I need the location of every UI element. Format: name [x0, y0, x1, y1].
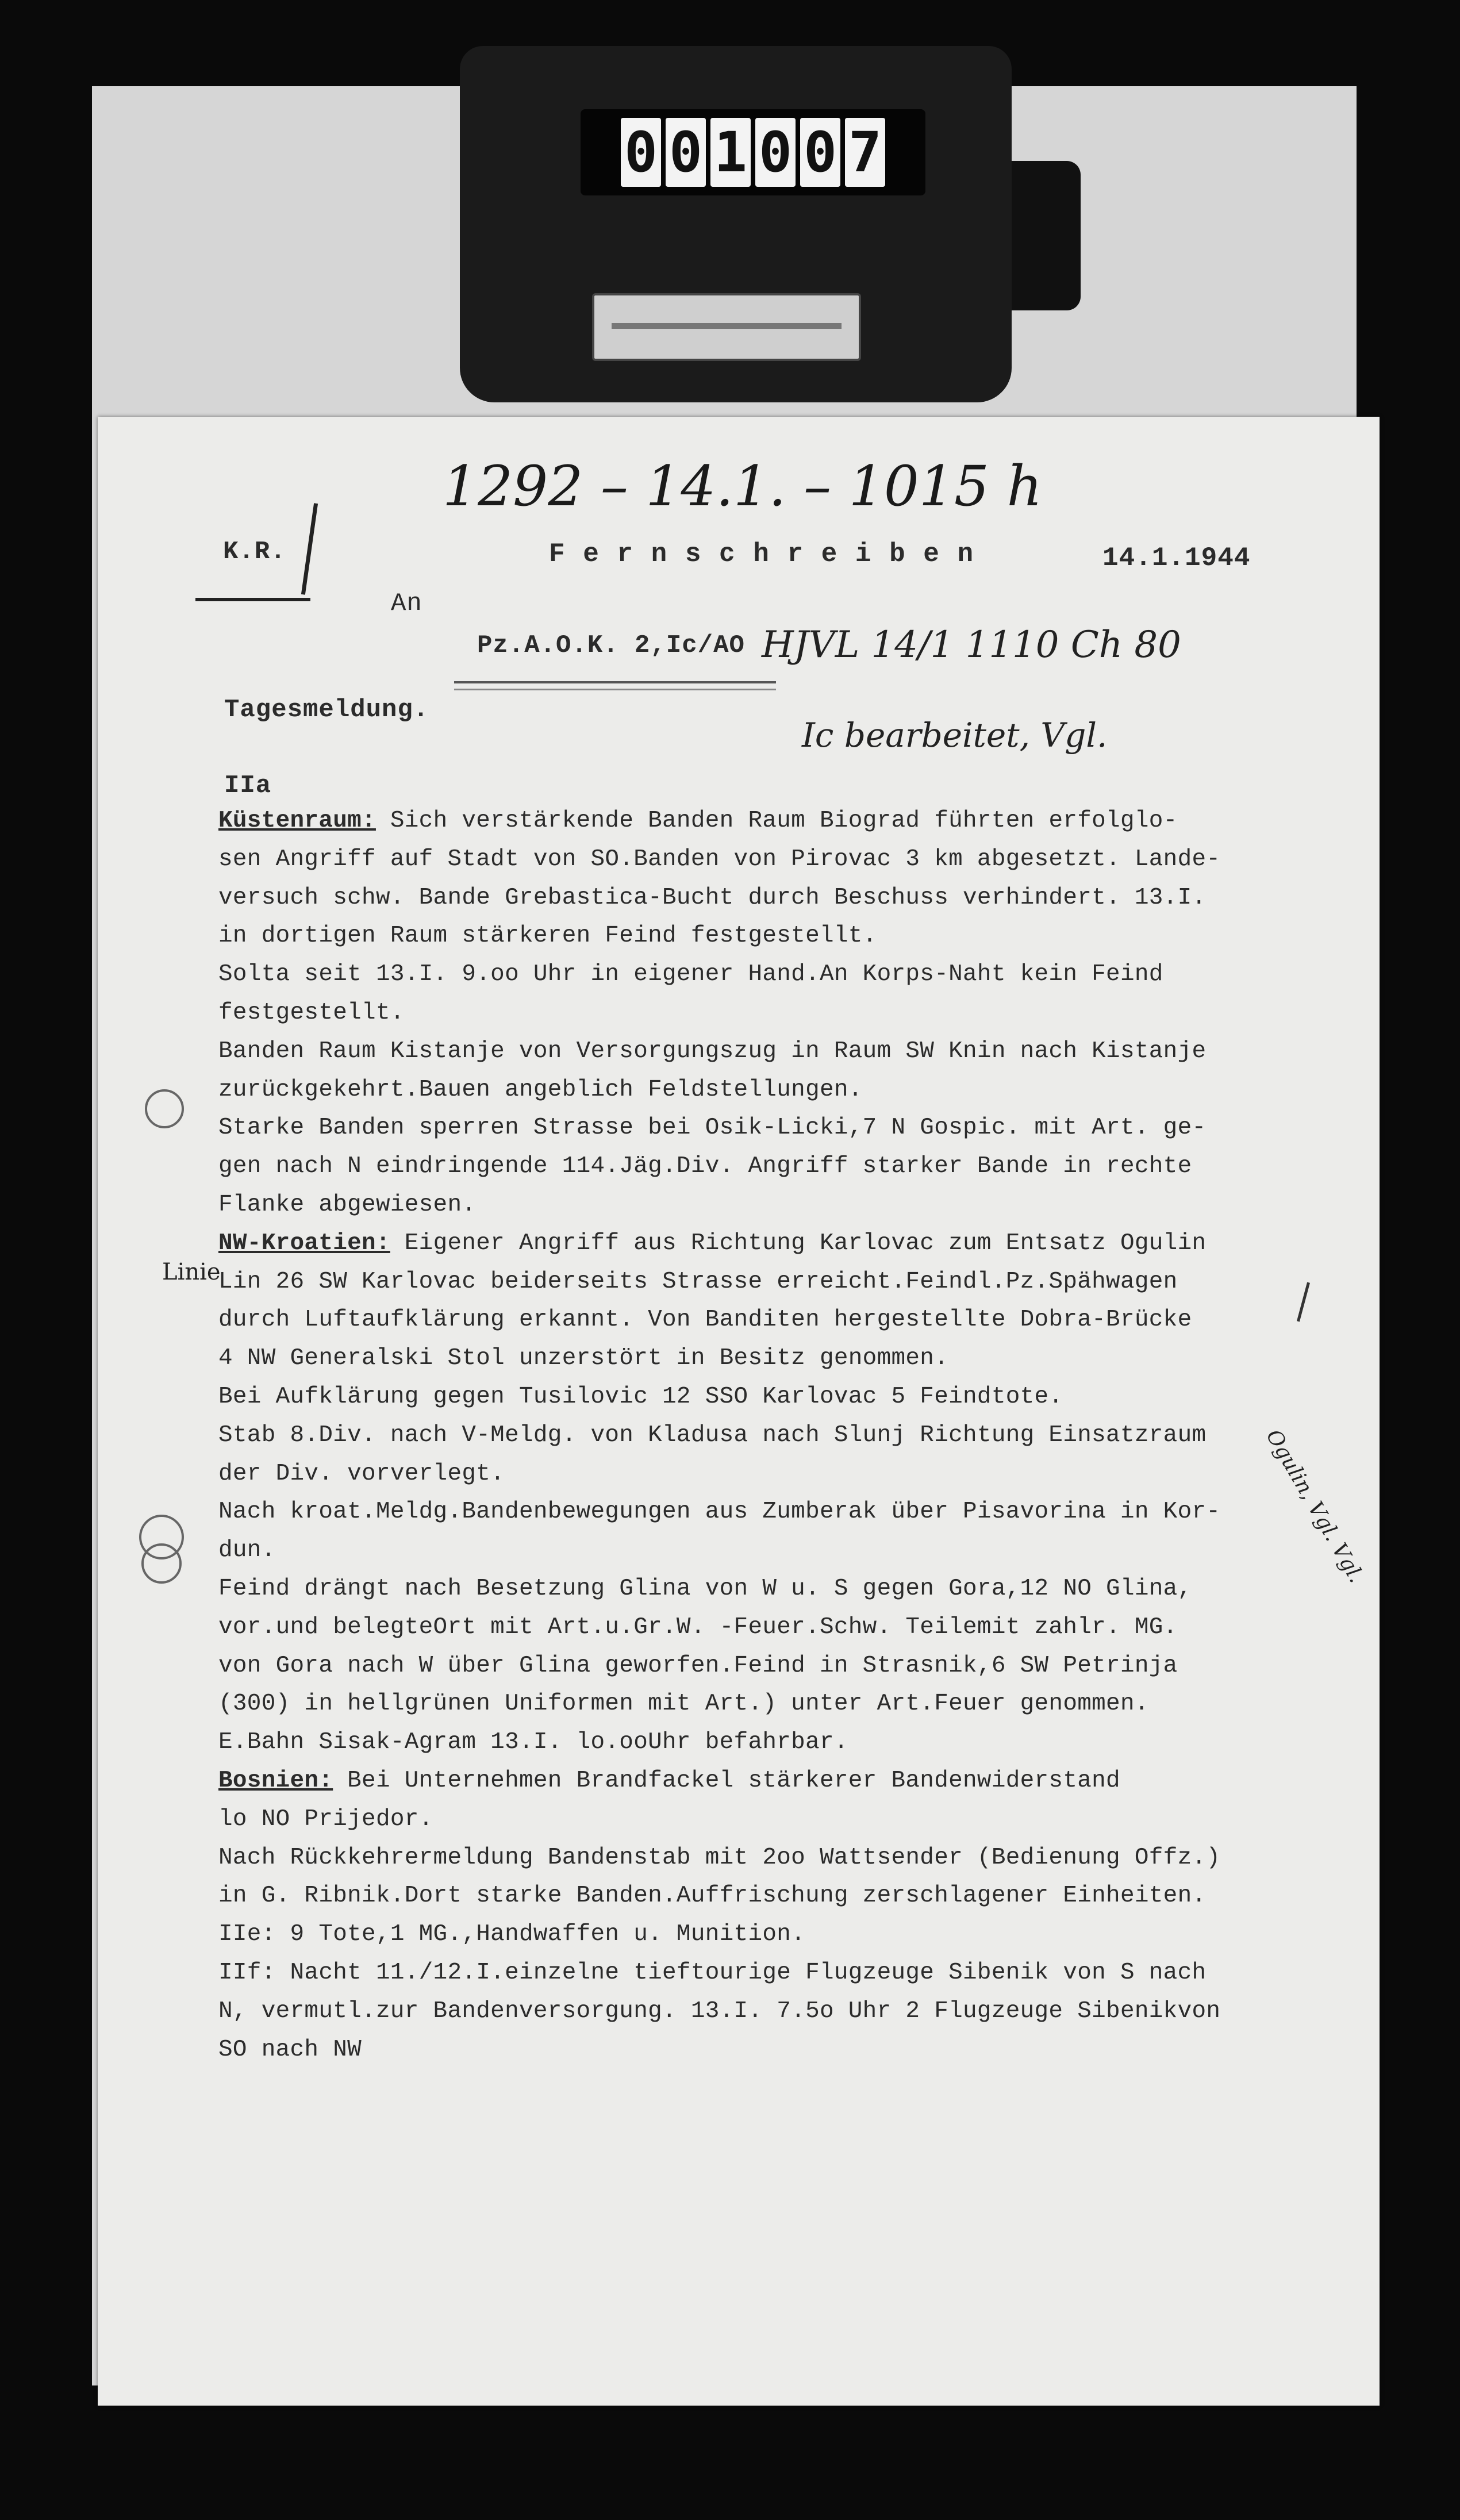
line-text: Nach kroat.Meldg.Bandenbewegungen aus Zumberak über Pisavorina in Kor- — [218, 1499, 1221, 1526]
line-text: Sich verstärkende Banden Raum Biograd führten erfolglo- — [375, 808, 1178, 834]
section-heading: Küstenraum: — [218, 808, 376, 834]
an-label: An — [391, 589, 422, 618]
line-text: zurückgekehrt.Bauen angeblich Feldstellungen. — [218, 1076, 863, 1103]
line-text: durch Luftaufklärung erkannt. Von Banditen hergestellte Dobra-Brücke — [218, 1307, 1192, 1334]
counter-digit: 0 — [621, 118, 661, 187]
report-line — [218, 1954, 1345, 1992]
report-line — [218, 1186, 1345, 1224]
report-line — [218, 1301, 1345, 1339]
report-line — [218, 1455, 1345, 1493]
margin-linie: Linie — [162, 1259, 221, 1285]
handwritten-routing: HJVL 14/1 1110 Ch 80 — [762, 624, 1181, 666]
report-line — [218, 917, 1345, 955]
line-text: in G. Ribnik.Dort starke Banden.Auffrischung zerschlagener Einheiten. — [218, 1883, 1207, 1910]
section-heading: Bosnien: — [218, 1767, 333, 1794]
line-text: sen Angriff auf Stadt von SO.Banden von Pirovac 3 km abgesetzt. Lande- — [218, 846, 1221, 873]
line-text: (300) in hellgrünen Uniformen mit Art.) unter Art.Feuer genommen. — [218, 1691, 1149, 1718]
report-line — [218, 1723, 1345, 1762]
margin-note-right: Ogulin, Vgl. Vgl. — [1261, 1426, 1369, 1587]
counter-digit: 0 — [755, 118, 796, 187]
tagesmeldung-label: Tagesmeldung. — [224, 696, 429, 724]
report-line — [218, 1877, 1345, 1915]
line-text: Banden Raum Kistanje von Versorgungszug in Raum SW Knin nach Kistanje — [218, 1038, 1207, 1065]
report-line — [218, 1109, 1345, 1147]
report-line — [218, 2031, 1345, 2069]
document-title: F e r n s c h r e i b e n — [549, 539, 975, 569]
line-text: IIf: Nacht 11./12.I.einzelne tieftourige Flugzeuge Sibenik von S nach — [218, 1959, 1207, 1986]
line-text: Nach Rückkehrermeldung Bandenstab mit 2oo Wattsender (Bedienung Offz.) — [218, 1844, 1221, 1871]
report-line — [218, 1570, 1345, 1608]
report-line — [218, 1416, 1345, 1455]
handwritten-reference: 1292 – 14.1. – 1015 h — [443, 454, 1043, 518]
punch-hole — [145, 1089, 184, 1128]
line-text: dun. — [218, 1537, 276, 1564]
report-line — [218, 1531, 1345, 1570]
report-line — [218, 802, 1345, 840]
line-text: N, vermutl.zur Bandenversorgung. 13.I. 7.5o Uhr 2 Flugzeuge Sibenikvon — [218, 1997, 1221, 2025]
report-line — [218, 1685, 1345, 1723]
report-line — [218, 1915, 1345, 1954]
line-text: gen nach N eindringende 114.Jäg.Div. Angriff starker Bande in rechte — [218, 1153, 1192, 1180]
report-line — [218, 1493, 1345, 1531]
iia-label: IIa — [224, 771, 272, 800]
line-text: von Gora nach W über Glina geworfen.Feind in Strasnik,6 SW Petrinja — [218, 1652, 1178, 1679]
report-line — [218, 1263, 1345, 1301]
line-text: Solta seit 13.I. 9.oo Uhr in eigener Hand.An Korps-Naht kein Feind — [218, 961, 1163, 988]
line-text: Lin 26 SW Karlovac beiderseits Strasse erreicht.Feindl.Pz.Spähwagen — [218, 1268, 1178, 1295]
counter-digit: 0 — [800, 118, 840, 187]
document-date: 14.1.1944 — [1102, 543, 1251, 573]
report-line — [218, 1762, 1345, 1800]
line-text: Flanke abgewiesen. — [218, 1191, 477, 1218]
counter-digit: 7 — [845, 118, 885, 187]
report-line — [218, 1839, 1345, 1877]
report-line — [218, 1032, 1345, 1071]
report-line — [218, 1992, 1345, 2031]
line-text: versuch schw. Bande Grebastica-Bucht durch Beschuss verhindert. 13.I. — [218, 884, 1207, 911]
counter-digit: 1 — [710, 118, 751, 187]
check-mark-horizontal — [195, 598, 310, 601]
recipient-underline-dashed — [454, 689, 776, 690]
report-line — [218, 1147, 1345, 1186]
punch-hole — [141, 1543, 182, 1584]
counter-plate — [592, 293, 861, 361]
counter-digit: 0 — [666, 118, 706, 187]
recipient: Pz.A.O.K. 2,Ic/AO — [477, 631, 745, 660]
counter-display — [581, 109, 925, 195]
report-line — [218, 1608, 1345, 1647]
recipient-underline — [454, 681, 776, 683]
line-text: Eigener Angriff aus Richtung Karlovac zum Entsatz Ogulin — [390, 1230, 1207, 1257]
report-line — [218, 1647, 1345, 1685]
line-text: IIe: 9 Tote,1 MG.,Handwaffen u. Munition. — [218, 1921, 806, 1948]
line-text: Feind drängt nach Besetzung Glina von W u. S gegen Gora,12 NO Glina, — [218, 1575, 1192, 1602]
line-text: 4 NW Generalski Stol unzerstört in Besitz genommen. — [218, 1345, 949, 1372]
report-line — [218, 840, 1345, 879]
report-line — [218, 1378, 1345, 1416]
report-line — [218, 879, 1345, 917]
report-line — [218, 1800, 1345, 1839]
line-text: lo NO Prijedor. — [218, 1806, 433, 1833]
report-line — [218, 1071, 1345, 1109]
report-body — [218, 802, 1345, 2069]
report-line — [218, 1339, 1345, 1378]
line-text: Bei Aufklärung gegen Tusilovic 12 SSO Karlovac 5 Feindtote. — [218, 1383, 1063, 1410]
line-text: festgestellt. — [218, 999, 405, 1026]
kr-label: K.R. — [223, 537, 286, 566]
line-text: SO nach NW — [218, 2036, 362, 2063]
line-text: der Div. vorverlegt. — [218, 1460, 505, 1487]
frame-counter — [460, 46, 1012, 402]
handwritten-note: Ic bearbeitet, Vgl. — [802, 716, 1108, 755]
report-line — [218, 994, 1345, 1032]
section-heading: NW-Kroatien: — [218, 1230, 390, 1257]
line-text: Bei Unternehmen Brandfackel stärkerer Bandenwiderstand — [333, 1767, 1120, 1794]
line-text: Stab 8.Div. nach V-Meldg. von Kladusa nach Slunj Richtung Einsatzraum — [218, 1422, 1207, 1449]
line-text: vor.und belegteOrt mit Art.u.Gr.W. -Feuer.Schw. Teilemit zahlr. MG. — [218, 1614, 1178, 1641]
report-line — [218, 1224, 1345, 1263]
report-line — [218, 955, 1345, 994]
line-text: E.Bahn Sisak-Agram 13.I. lo.ooUhr befahrbar. — [218, 1729, 848, 1756]
line-text: Starke Banden sperren Strasse bei Osik-Licki,7 N Gospic. mit Art. ge- — [218, 1115, 1207, 1142]
line-text: in dortigen Raum stärkeren Feind festgestellt. — [218, 923, 877, 950]
